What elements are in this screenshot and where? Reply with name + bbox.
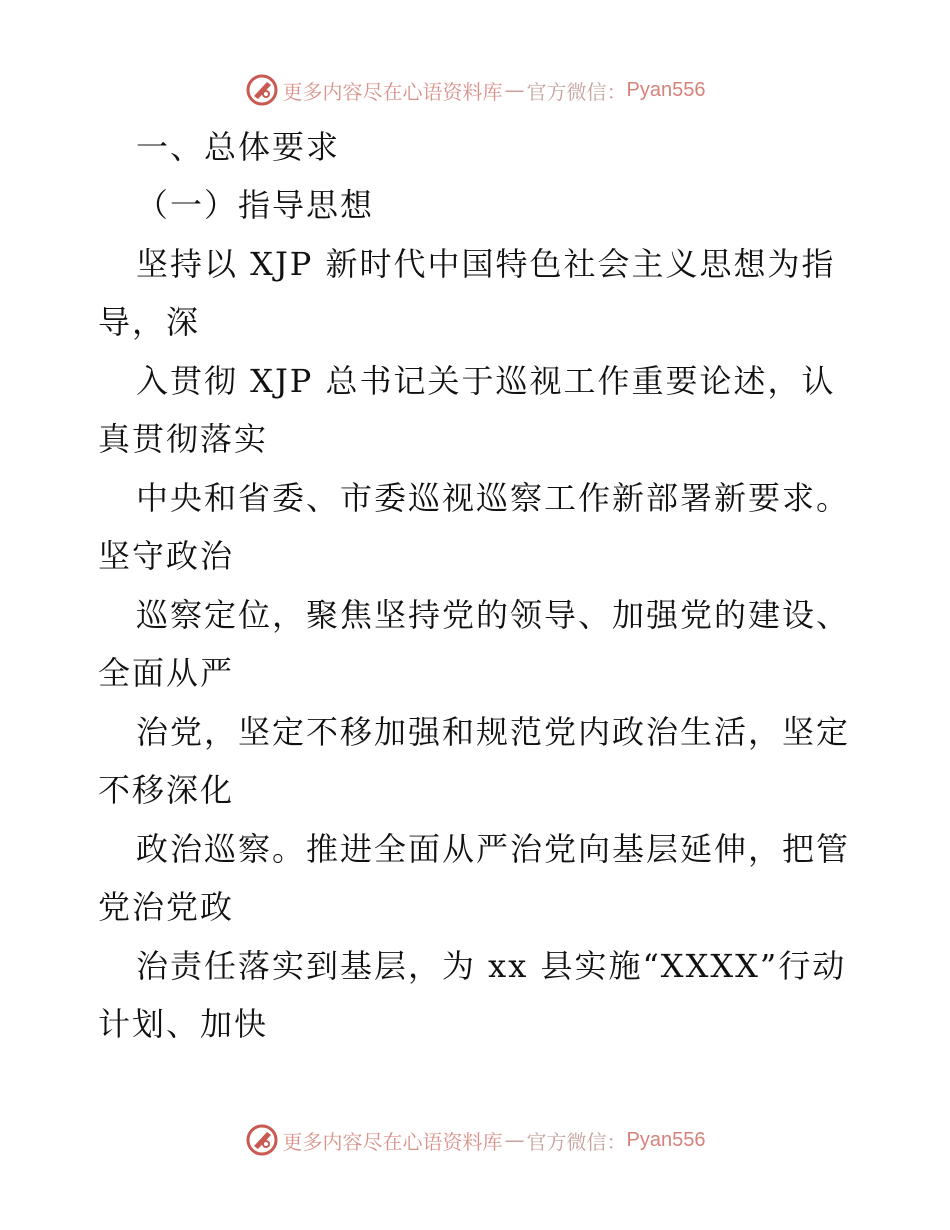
paragraph-line: 计划、加快 <box>98 1005 269 1043</box>
subsection-heading: （一）指导思想 <box>136 186 375 224</box>
paragraph-line: 巡察定位，聚焦坚持党的领导、加强党的建设、 <box>136 596 851 634</box>
paragraph-line: 坚持以 XJP 新时代中国特色社会主义思想为指 <box>136 245 836 283</box>
paragraph-line: 导，深 <box>98 303 201 341</box>
paragraph-line: 入贯彻 XJP 总书记关于巡视工作重要论述，认 <box>136 362 836 400</box>
paragraph-line: 治党，坚定不移加强和规范党内政治生活，坚定 <box>136 713 851 751</box>
watermark-wechat-id: Pyan556 <box>626 1128 706 1151</box>
paragraph-line: 全面从严 <box>98 654 235 692</box>
watermark-wechat-id: Pyan556 <box>626 78 706 101</box>
section-heading: 一、总体要求 <box>136 128 341 166</box>
watermark-separator: — <box>504 78 525 102</box>
logo-icon <box>245 1123 279 1157</box>
watermark-banner-bottom <box>0 1120 950 1160</box>
watermark-text: 更多内容尽在心语资料库 <box>282 1129 503 1154</box>
paragraph-line: 坚守政治 <box>98 537 235 575</box>
paragraph-line: 真贯彻落实 <box>98 420 269 458</box>
paragraph-line: 党治党政 <box>98 888 235 926</box>
watermark-separator: — <box>504 1128 525 1152</box>
watermark-banner-top <box>0 70 950 110</box>
paragraph-line: 不移深化 <box>98 771 235 809</box>
logo-icon <box>245 73 279 107</box>
watermark-text: 更多内容尽在心语资料库 <box>282 79 503 104</box>
paragraph-line: 治责任落实到基层，为 xx 县实施“XXXX”行动 <box>136 947 847 985</box>
watermark-wechat-label: 官方微信： <box>526 1129 627 1154</box>
paragraph-line: 中央和省委、市委巡视巡察工作新部署新要求。 <box>136 479 851 517</box>
paragraph-line: 政治巡察。推进全面从严治党向基层延伸，把管 <box>136 830 851 868</box>
watermark-wechat-label: 官方微信： <box>526 79 627 104</box>
